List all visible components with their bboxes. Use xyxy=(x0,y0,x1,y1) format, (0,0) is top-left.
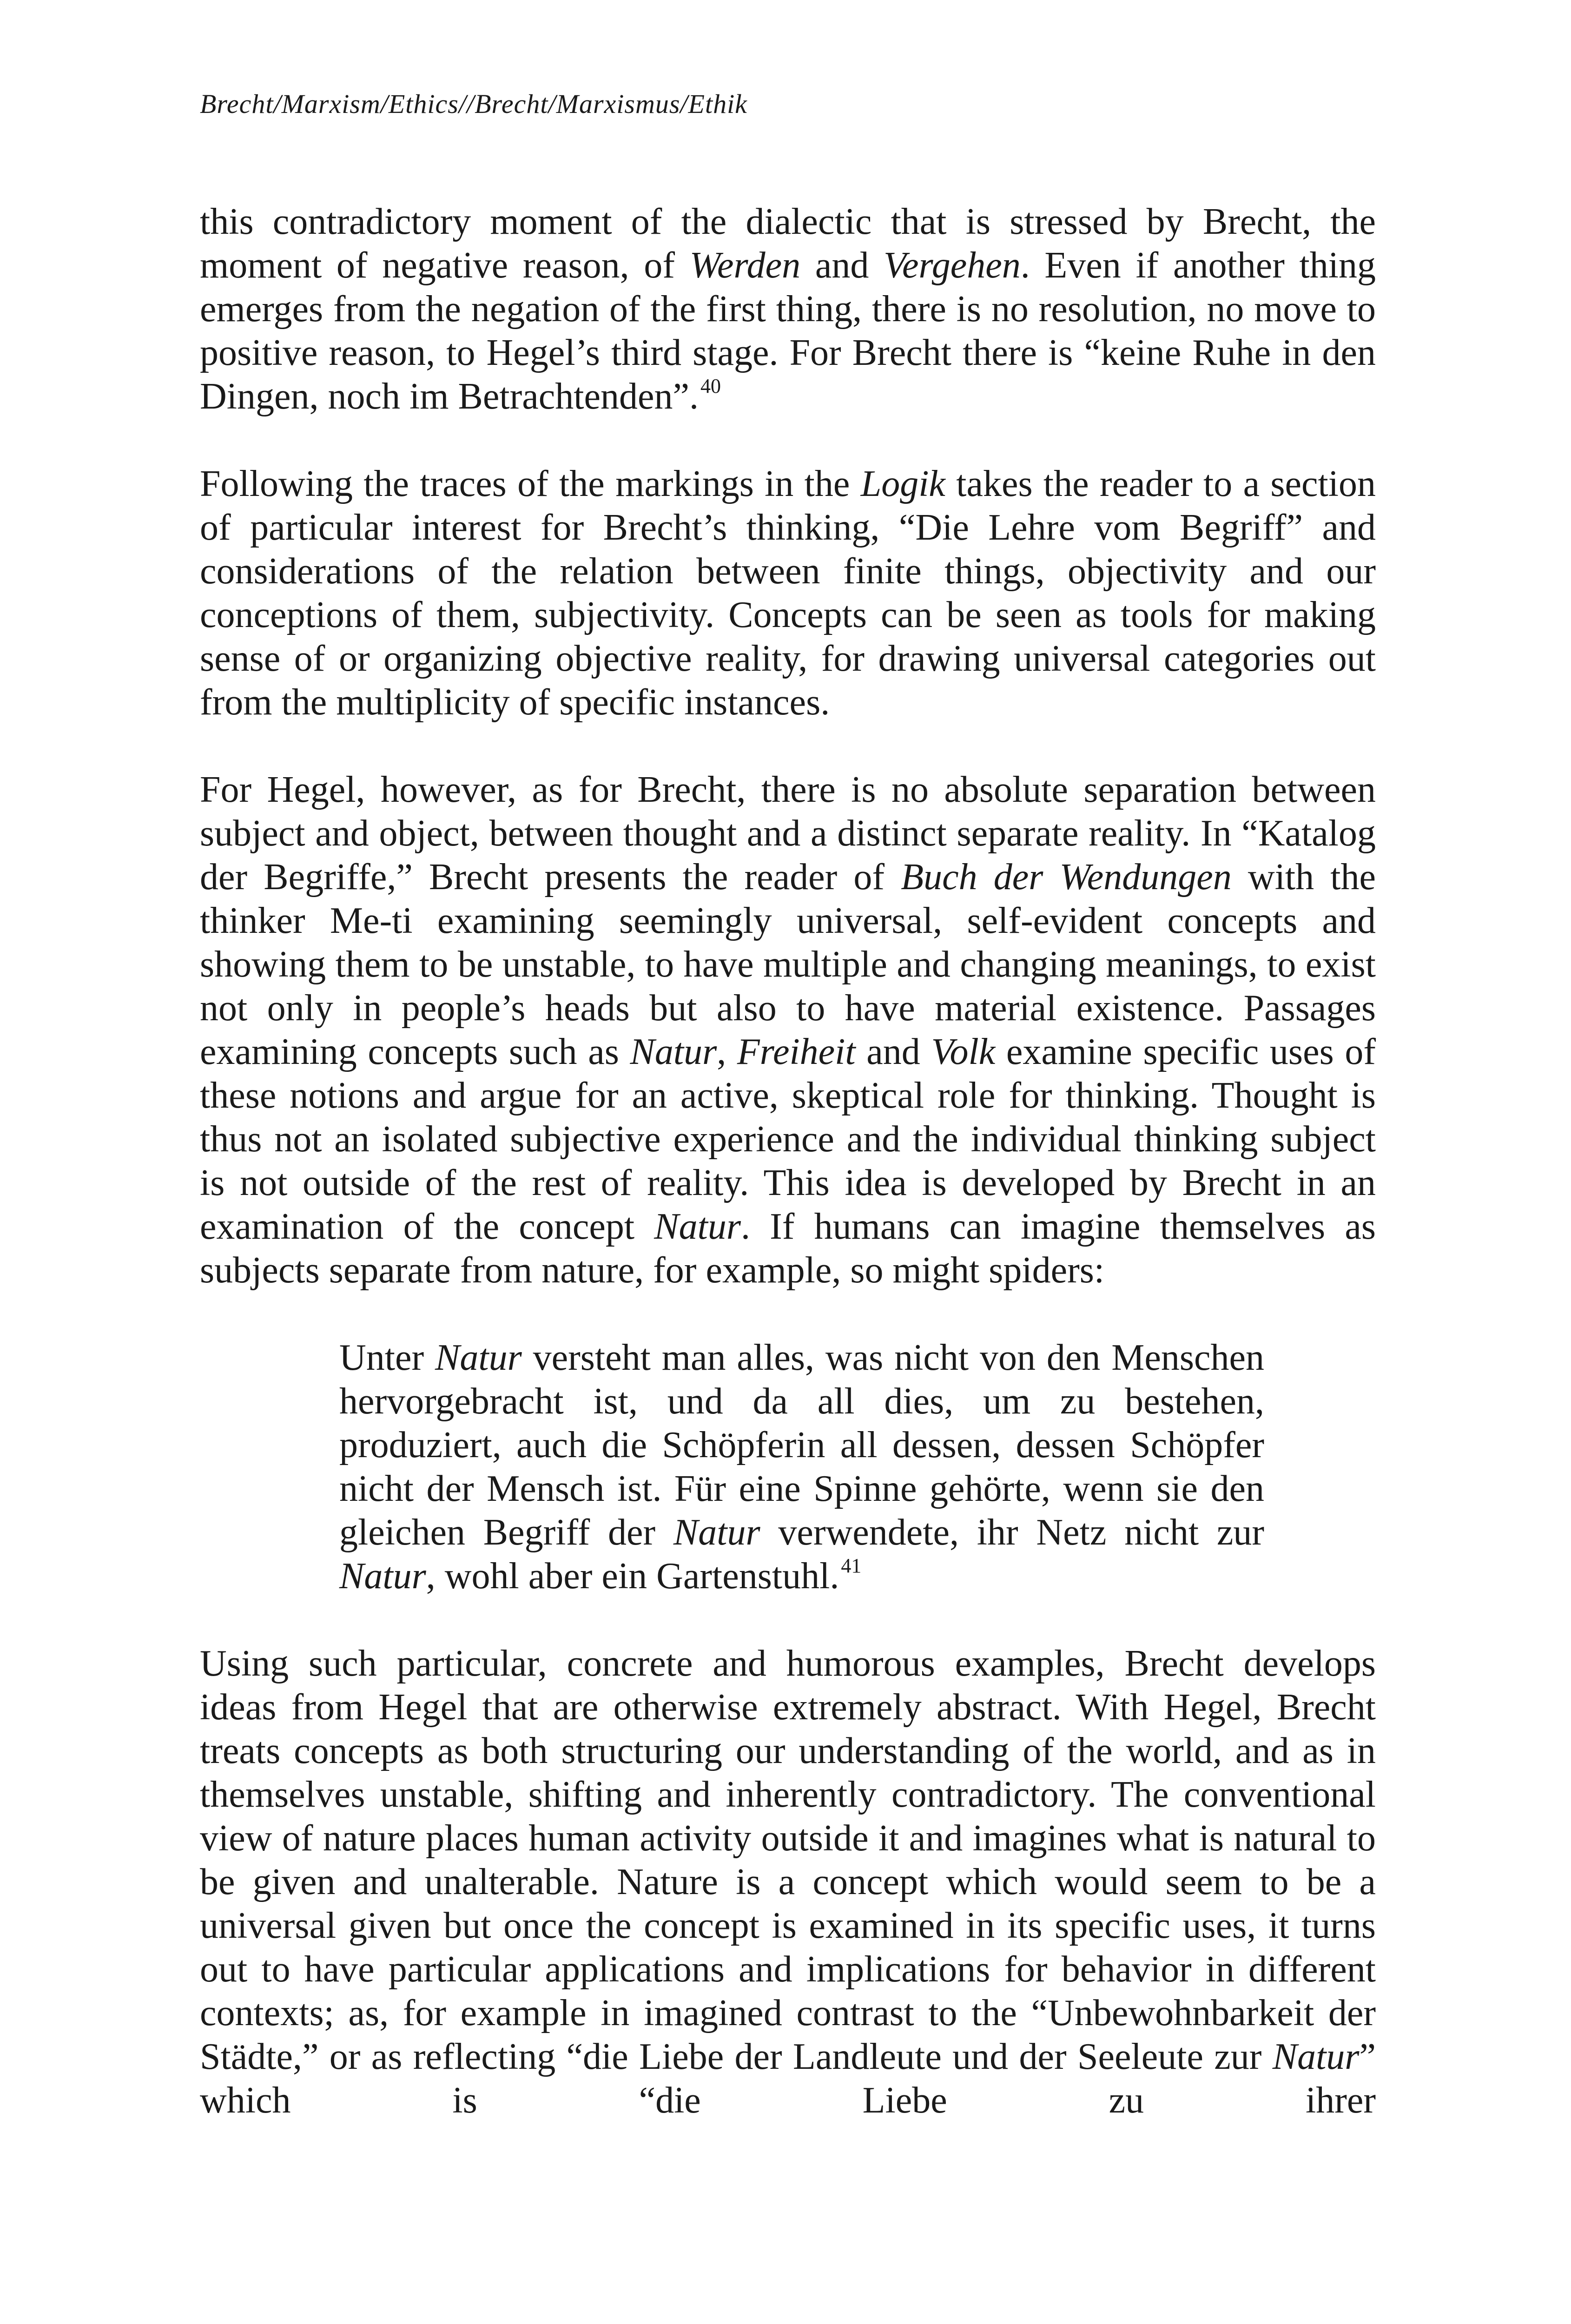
text-run: , xyxy=(717,1031,737,1072)
text-run: and xyxy=(800,245,884,286)
footnote-marker: 41 xyxy=(841,1554,862,1577)
paragraph-1 xyxy=(200,200,1376,418)
italic-term: Natur xyxy=(630,1031,717,1072)
text-run: Following the traces of the markings in the xyxy=(200,463,861,504)
block-quote xyxy=(200,1336,1376,1598)
text-run: examine specific uses of these notions and argue for an active, skeptical role for thinking. Thought is thus not an isolated subjective experience and the individual thinking subject is not outside of the rest of reality. This idea is developed by Brecht in an examination of the concept xyxy=(200,1031,1376,1247)
italic-term: Natur xyxy=(339,1556,426,1597)
italic-term: Vergehen xyxy=(884,245,1021,286)
text-run: with the thinker Me-ti examining seemingly universal, self-evident concepts and showing them to be unstable, to have multiple and changing meanings, to exist not only in people’s heads but also to have material existence. Passages examining concepts such as xyxy=(200,857,1376,1072)
italic-term: Werden xyxy=(689,245,801,286)
text-run: versteht man alles, was nicht von den Menschen hervorgebracht ist, und da all dies, um zu bestehen, produziert, auch die Schöpferin all dessen, dessen Schöpfer nicht der Mensch ist. Für eine Spinne gehörte, wenn sie den gleichen Begriff der xyxy=(339,1337,1264,1553)
body-text xyxy=(200,200,1376,2122)
text-run: this contradictory moment of the dialectic that is stressed by Brecht, the moment of negative reason, of xyxy=(200,201,1376,286)
italic-term: Natur xyxy=(1272,2036,1360,2077)
text-run: verwendete, ihr Netz nicht zur xyxy=(760,1512,1264,1553)
text-run: ” which is “die Liebe zu ihrer xyxy=(200,2036,1376,2121)
italic-term: Natur xyxy=(654,1206,741,1247)
paragraph-3 xyxy=(200,768,1376,1292)
italic-term: Freiheit xyxy=(737,1031,856,1072)
text-run: , wohl aber ein Gartenstuhl. xyxy=(426,1556,839,1597)
text-run: . If humans can imagine themselves as subjects separate from nature, for example, so might spiders: xyxy=(200,1206,1376,1291)
italic-term: Natur xyxy=(673,1512,760,1553)
text-run: For Hegel, however, as for Brecht, there is no absolute separation between subject and object, between thought and a distinct separate reality. In “Katalog der Begriffe,” Brecht presents the reader of xyxy=(200,769,1376,898)
italic-term: Logik xyxy=(860,463,945,504)
footnote-marker: 40 xyxy=(700,375,721,397)
text-run: Unter xyxy=(339,1337,436,1378)
paragraph-4 xyxy=(200,1642,1376,2122)
italic-term: Natur xyxy=(435,1337,522,1378)
italic-term: Volk xyxy=(931,1031,996,1072)
text-run: and xyxy=(855,1031,931,1072)
running-head: Brecht/Marxism/Ethics//Brecht/Marxismus/Ethik xyxy=(200,89,747,119)
paragraph-2 xyxy=(200,462,1376,724)
italic-term: Buch der Wendungen xyxy=(901,857,1232,898)
text-run: takes the reader to a section of particular interest for Brecht’s thinking, “Die Lehre vom Begriff” and considerations of the relation between finite things, objectivity and our conceptions of them, subjectivity. Concepts can be seen as tools for making sense of or organizing objective reality, for drawing universal categories out from the multiplicity of specific instances. xyxy=(200,463,1376,723)
text-run: Using such particular, concrete and humorous examples, Brecht develops ideas from Hegel that are otherwise extremely abstract. With Hegel, Brecht treats concepts as both structuring our understanding of the world, and as in themselves unstable, shifting and inherently contradictory. The conventional view of nature places human activity outside it and imagines what is natural to be given and unalterable. Nature is a concept which would seem to be a universal given but once the concept is examined in its specific uses, it turns out to have particular applications and implications for behavior in different contexts; as, for example in imagined contrast to the “Unbewohnbarkeit der Städte,” or as reflecting “die Liebe der Landleute und der Seeleute zur xyxy=(200,1643,1376,2077)
text-run: . Even if another thing emerges from the negation of the first thing, there is no resolution, no move to positive reason, to Hegel’s third stage. For Brecht there is “keine Ruhe in den Dingen, noch im Betrachtenden”. xyxy=(200,245,1376,417)
